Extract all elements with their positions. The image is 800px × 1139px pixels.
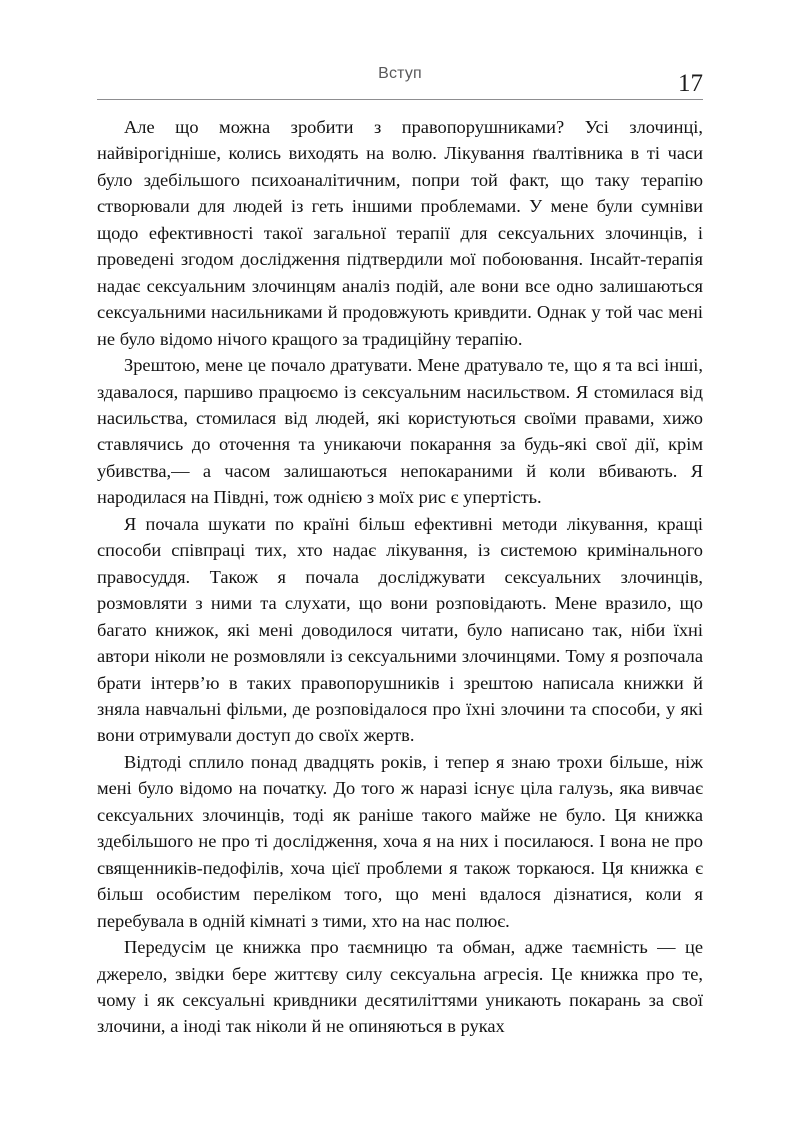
- body-text-block: [97, 114, 703, 1040]
- paragraph: Передусім це книжка про таємницю та обман, адже таємність — це джерело, звідки бере життєву силу сексуальна агресія. Це книжка про те, чому і як сексуальні кривдники десятиліттями уникають покарань за свої злочини, а іноді так ніколи й не опиняються в руках: [97, 937, 703, 1037]
- paragraph: Я почала шукати по країні більш ефективні методи лікування, кращі способи співпраці тих, хто надає лікування, із системою кримінального правосуддя. Також я почала досліджувати сексуальних злочинців, розмовляти з ними та слухати, що вони розповідають. Мене вразило, що багато книжок, які мені доводилося читати, було написано так, ніби їхні автори ніколи не розмовляли із сексуальними злочинцями. Тому я розпочала брати інтерв’ю в таких правопорушників і зрештою написала книжки й зняла навчальні фільми, де розповідалося про їхні злочини та способи, у які вони отримували доступ до своїх жертв.: [97, 513, 703, 746]
- running-head: [97, 66, 703, 96]
- paragraph: Але що можна зробити з правопорушниками? Усі злочинці, найвірогідніше, колись виходять на волю. Лікування ґвалтівника в ті часи було здебільшого психоаналітичним, попри той факт, що таку терапію створювали для людей із геть іншими проблемами. У мене були сумніви щодо ефективності такої загальної терапії для сексуальних злочинців, і проведені згодом дослідження підтвердили мої побоювання. Інсайт-терапія надає сексуальним злочинцям аналіз подій, але вони все одно залишаються сексуальними насильниками й продовжують кривдити. Однак у той час мені не було відомо нічого кращого за традиційну терапію.: [97, 117, 703, 349]
- paragraph: Зрештою, мене це почало дратувати. Мене дратувало те, що я та всі інші, здавалося, паршиво працюємо із сексуальним насильством. Я стомилася від насильства, стомилася від людей, які користуються своїми правами, хижо ставлячись до оточення та уникаючи покарання за будь-які свої дії, крім убивства,— а часом залишаються непокараними й коли вбивають. Я народилася на Півдні, тож однією з моїх рис є упертість.: [97, 355, 703, 508]
- paragraph: Відтоді сплило понад двадцять років, і тепер я знаю трохи більше, ніж мені було відомо на початку. До того ж наразі існує ціла галузь, яка вивчає сексуальних злочинців, тоді як раніше такого майже не було. Ця книжка здебільшого не про ті дослідження, хоча я на них і посилаюся. І вона не про священників-педофілів, хоча цієї проблеми я також торкаюся. Ця книжка є більш особистим переліком того, що мені вдалося дізнатися, коли я перебувала в одній кімнаті з тими, хто на нас полює.: [97, 751, 703, 931]
- header-divider: [97, 99, 703, 100]
- page-number: 17: [678, 70, 703, 97]
- running-head-title: Вступ: [378, 65, 422, 82]
